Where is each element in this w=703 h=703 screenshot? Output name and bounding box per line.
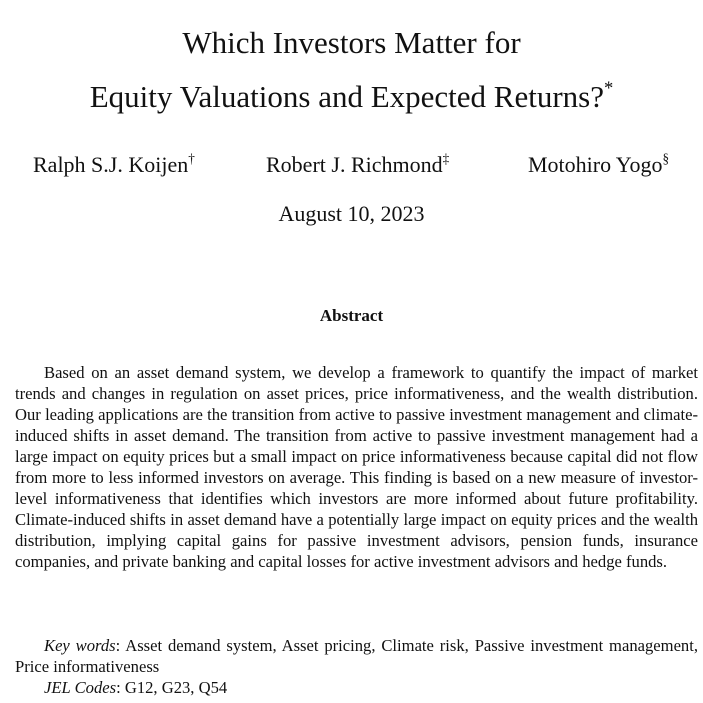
- author-name: Robert J. Richmond: [266, 152, 443, 177]
- jel-codes-line: [15, 677, 698, 698]
- author-footnote-mark: †: [188, 150, 195, 166]
- jel-text: : G12, G23, Q54: [116, 678, 228, 697]
- title-text-2: Equity Valuations and Expected Returns?: [89, 79, 604, 114]
- abstract-heading: Abstract: [319, 306, 384, 325]
- author-koijen: [33, 148, 195, 182]
- keywords-text: : Asset demand system, Asset pricing, Climate risk, Passive investment management, Price informativeness: [15, 636, 698, 676]
- author-footnote-mark: ‡: [442, 150, 450, 166]
- author-name: Ralph S.J. Koijen: [33, 152, 189, 177]
- title-text-1: Which Investors Matter for: [182, 25, 521, 60]
- jel-label: JEL Codes: [44, 678, 117, 697]
- author-list: [0, 148, 703, 182]
- author-name: Motohiro Yogo: [528, 152, 663, 177]
- abstract-body: Based on an asset demand system, we develop a framework to quantify the impact of market trends and changes in regulation on asset prices, price informativeness, and the wealth distribution. Our leading applications are the transition from active to passive investment management and climate-induced shifts in asset demand. The transition from active to passive investment management had a large impact on equity prices but a small impact on price informativeness because capital did not flow from more to less informed investors on average. This finding is based on a new measure of investor-level informativeness that identifies which investors are more informed about future profitability. Climate-induced shifts in asset demand have a potentially large impact on equity prices and the wealth distribution, implying capital gains for passive investment advisors, pension funds, insurance companies, and private banking and capital losses for active investment advisors and hedge funds.: [15, 363, 698, 571]
- author-footnote-mark: §: [662, 150, 670, 166]
- paper-title-line-2: [0, 79, 703, 115]
- title-footnote-mark: *: [603, 77, 614, 99]
- author-yogo: [528, 148, 669, 182]
- paper-date: August 10, 2023: [278, 201, 425, 226]
- author-richmond: [266, 148, 449, 182]
- paper-title-line-1: [0, 25, 703, 61]
- keywords-line: [15, 635, 698, 677]
- keywords-label: Key words: [44, 636, 116, 655]
